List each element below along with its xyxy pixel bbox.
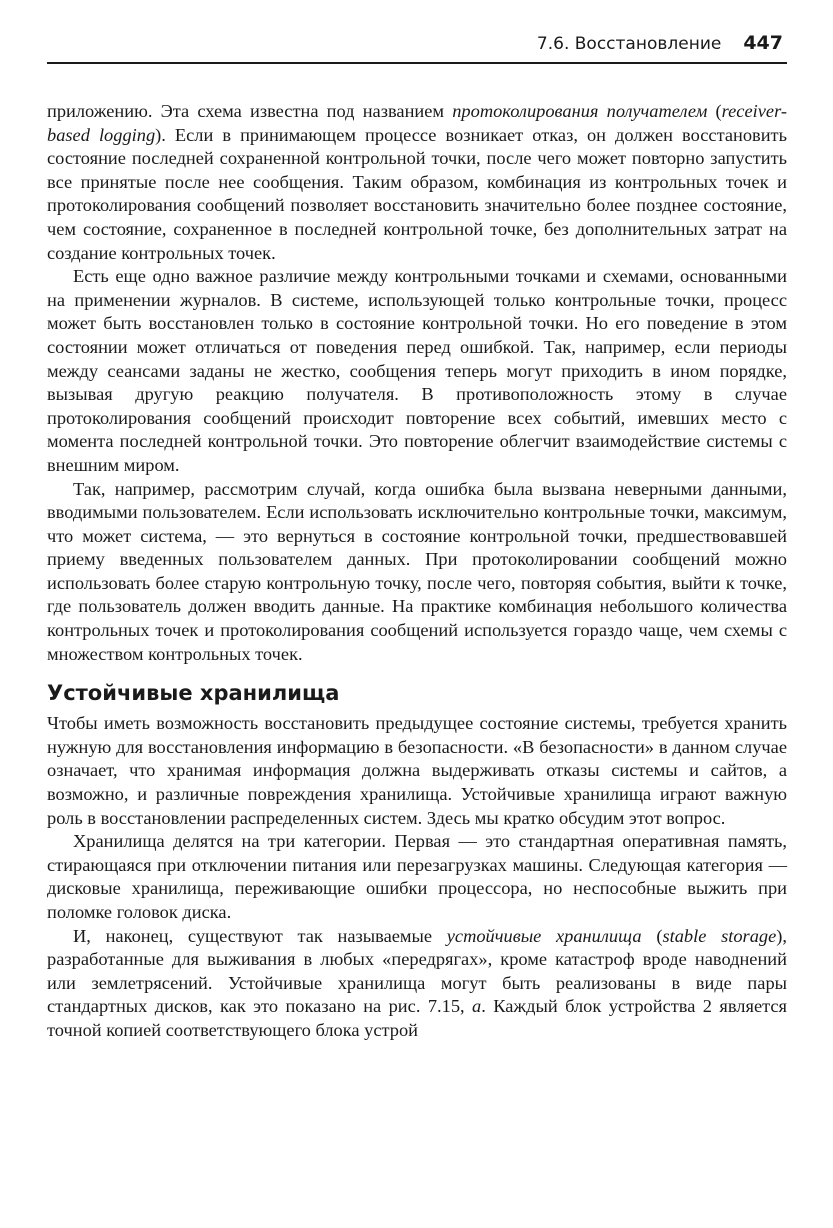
paragraph: [47, 925, 787, 1043]
text-run: (: [641, 925, 663, 946]
text-run: Так, например, рассмотрим случай, когда ошибка была вызвана неверными данными, вводимыми пользователем. Если использовать исключительно контрольные точки, максимум, что может система, — это вернуться в состояние контрольной точки, предшествовавшей приему введенных пользователем данных. При протоколировании сообщений можно использовать более старую контрольную точку, после чего, повторяя события, выйти к точке, где пользователь должен вводить данные. На практике комбинация небольшого количества контрольных точек и протоколирования сообщений используется гораздо чаще, чем схемы с множеством контрольных точек.: [47, 478, 787, 664]
section-heading: Устойчивые хранилища: [47, 681, 340, 706]
text-run: Есть еще одно важное различие между контрольными точками и схемами, основанными на применении журналов. В системе, использующей только контрольные точки, процесс может быть восстановлен только в состояние контрольной точки. Но его поведение в этом состоянии может отличаться от поведения перед ошибкой. Так, например, если периоды между сеансами заданы не жестко, сообщения теперь могут приходить в ином порядке, вызывая другую реакцию получателя. В противоположность этому в случае протоколирования сообщений происходит повторение всех событий, имевших место с момента последней контрольной точки. Это повторение облегчит взаимодействие системы с внешним миром.: [47, 266, 787, 475]
italic-term: stable storage: [662, 925, 777, 946]
paragraph-group-top: [47, 100, 787, 666]
book-page: [47, 32, 787, 1043]
paragraph: [47, 265, 787, 477]
running-head: [47, 32, 787, 64]
running-head-section: 7.6. Восстановление: [536, 34, 722, 54]
text-run: ), разработанные для выживания в любых «передрягах», кроме катастроф вроде наводнений или землетрясений. Устойчивые хранилища могут быть реализованы в виде пары стандартных дисков, как это показано на рис. 7.15,: [47, 925, 787, 1017]
paragraph: [47, 100, 787, 265]
text-run: приложению. Эта схема известна под названием: [47, 101, 453, 121]
italic-term: receiver-based logging: [47, 101, 787, 145]
text-run: ). Если в принимающем процессе возникает отказ, он должен восстановить состояние последней сохраненной контрольной точки, после чего может повторно запустить все принятые после нее сообщения. Таким образом, комбинация из контрольных точек и протоколирования сообщений позволяет восстановить значительно более позднее состояние, чем состояние, сохраненное в последней контрольной точке, без дополнительных затрат на создание контрольных точек.: [47, 124, 787, 263]
paragraph: [47, 478, 787, 667]
italic-term: протоколирования получателем: [452, 101, 708, 121]
page-number: 447: [743, 32, 783, 54]
italic-term: а: [472, 996, 482, 1017]
text-run: И, наконец, существуют так называемые: [73, 925, 447, 946]
text-run: Хранилища делятся на три категории. Первая — это стандартная оперативная память, стирающаяся при отключении питания или перезагрузках машины. Следующая категория — дисковые хранилища, переживающие ошибки процессора, но неспособные выжить при поломке головок диска.: [47, 831, 787, 922]
italic-term: устойчивые хранилища: [446, 925, 642, 946]
text-run: Чтобы иметь возможность восстановить предыдущее состояние системы, требуется хранить нужную для восстановления информацию в безопасности. «В безопасности» в данном случае означает, что хранимая информация должна выдерживать отказы системы и сайтов, а возможно, и различные повреждения хранилища. Устойчивые хранилища играют важную роль в восстановлении распределенных систем. Здесь мы кратко обсудим этот вопрос.: [47, 713, 787, 828]
text-run: (: [707, 101, 722, 121]
paragraph-group-bottom: [47, 712, 787, 1042]
paragraph: [47, 712, 787, 830]
text-run: . Каждый блок устройства 2 является точной копией соответствующего блока устрой: [47, 996, 787, 1040]
paragraph: [47, 830, 787, 924]
page-body: [47, 100, 787, 1043]
